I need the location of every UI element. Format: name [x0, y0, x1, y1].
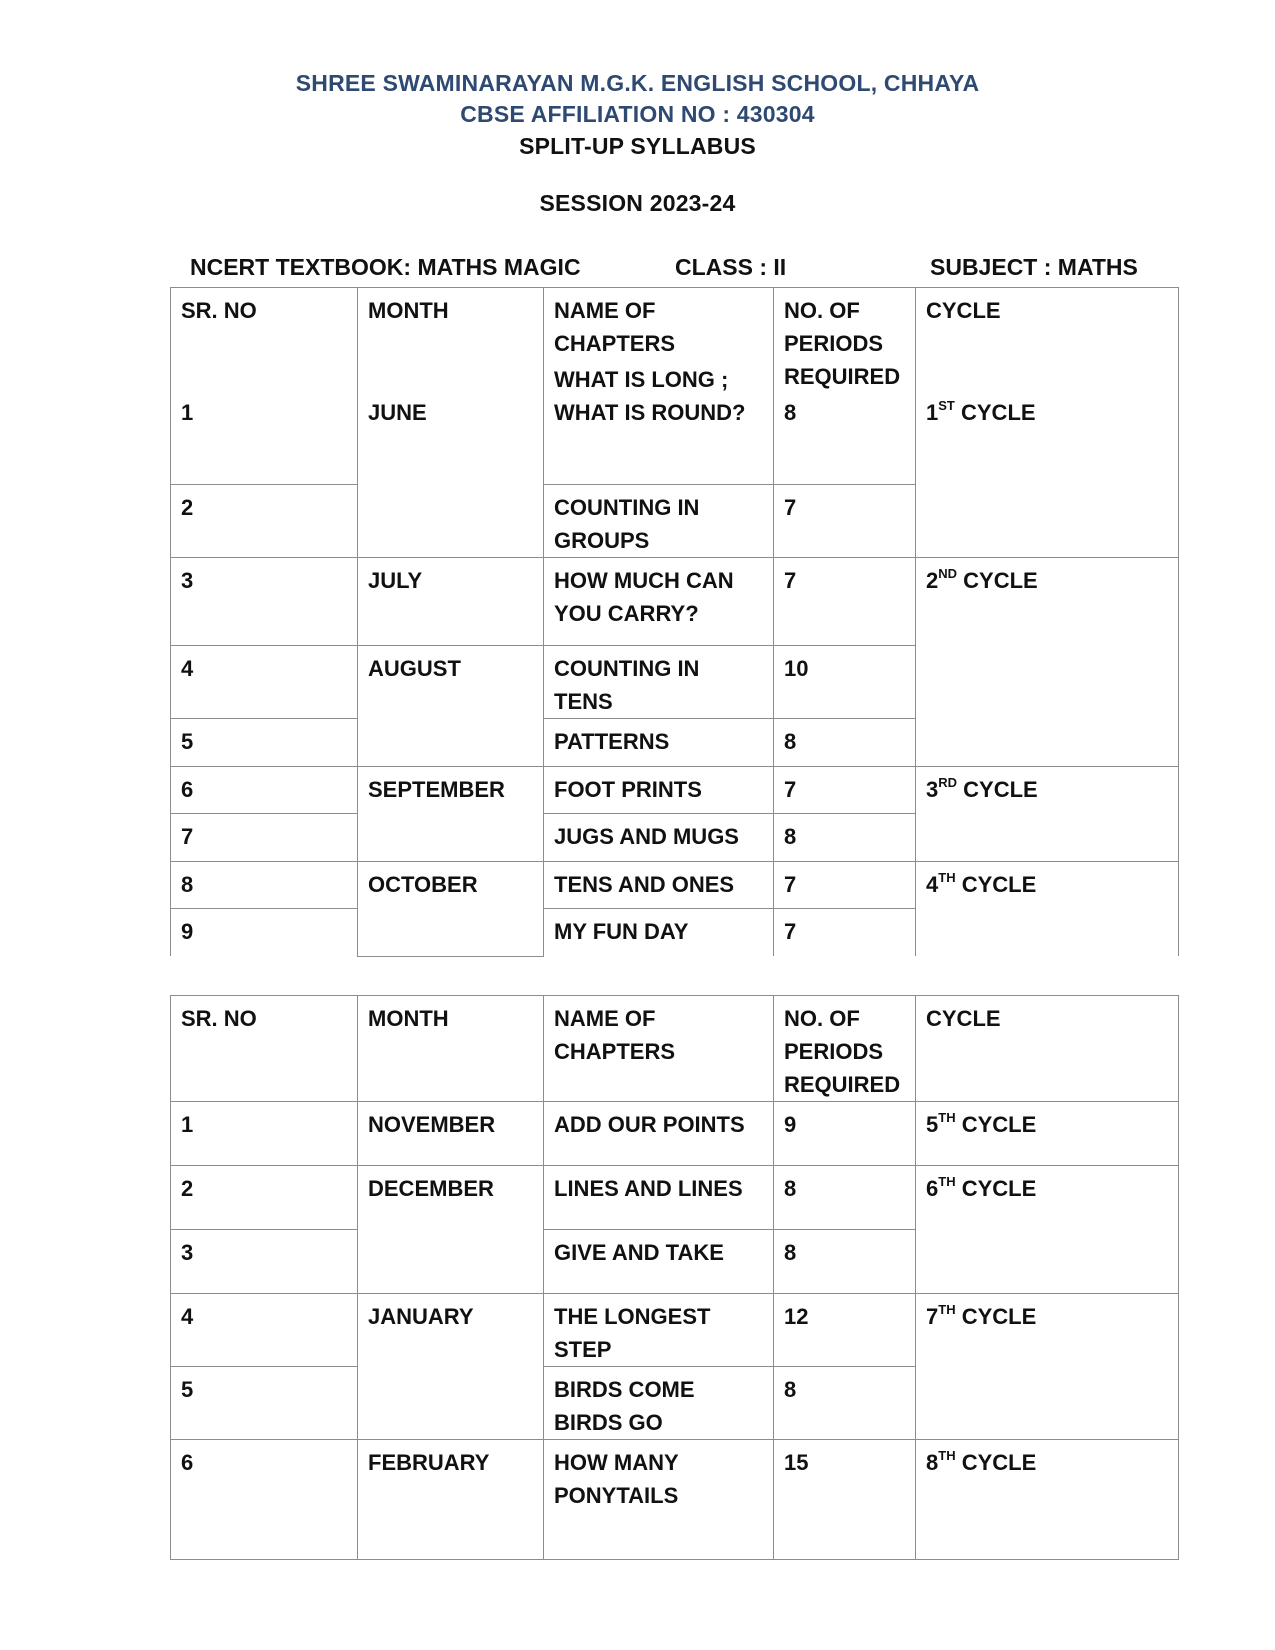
chapter-cell: FOOT PRINTS	[544, 767, 774, 814]
syllabus-table-2	[170, 995, 1179, 1560]
cycle-cell: 7TH CYCLE	[916, 1294, 1179, 1440]
periods-cell: 8	[774, 719, 916, 767]
month-cell: JUNE	[368, 400, 427, 425]
subject-label: SUBJECT : MATHS	[930, 254, 1138, 280]
table-cell	[544, 288, 774, 485]
affiliation-number: CBSE AFFILIATION NO : 430304	[460, 101, 815, 127]
chapter-cell: COUNTING IN GROUPS	[544, 485, 774, 558]
sr-no-cell: 3	[171, 558, 358, 646]
chapter-cell: JUGS AND MUGS	[544, 814, 774, 862]
sr-no-cell: 5	[171, 1367, 358, 1440]
table-row	[171, 1102, 1179, 1166]
month-cell: OCTOBER	[358, 862, 544, 957]
sr-no-cell: 6	[171, 1440, 358, 1560]
sr-no-cell: 9	[171, 909, 358, 957]
periods-cell: 7	[774, 558, 916, 646]
column-header-chapters: NAME OF CHAPTERS	[554, 298, 676, 356]
sr-no-cell: 6	[171, 767, 358, 814]
syllabus-table-1	[170, 287, 1179, 957]
column-header-cycle: CYCLE	[916, 996, 1179, 1102]
table-cell	[916, 288, 1179, 558]
month-cell: AUGUST	[358, 646, 544, 767]
periods-cell: 7	[774, 767, 916, 814]
table-row	[171, 1294, 1179, 1367]
class-label: CLASS : II	[675, 254, 787, 280]
month-cell: SEPTEMBER	[358, 767, 544, 862]
column-header-sr-no: SR. NO	[181, 298, 257, 323]
periods-cell: 8	[774, 1166, 916, 1230]
cycle-cell: 8TH CYCLE	[916, 1440, 1179, 1560]
column-header-periods: NO. OF PERIODS REQUIRED	[784, 298, 901, 389]
periods-cell: 8	[774, 814, 916, 862]
sr-no-cell: 2	[171, 485, 358, 558]
month-cell: JANUARY	[358, 1294, 544, 1440]
column-header-periods: NO. OF PERIODS REQUIRED	[774, 996, 916, 1102]
chapter-cell: COUNTING IN TENS	[544, 646, 774, 719]
column-header-month: MONTH	[368, 298, 449, 323]
month-cell: DECEMBER	[358, 1166, 544, 1294]
table-row	[171, 1166, 1179, 1230]
textbook-label: NCERT TEXTBOOK: MATHS MAGIC	[190, 254, 581, 280]
cycle-cell: 1ST CYCLE	[926, 397, 1036, 425]
cycle-cell: 2ND CYCLE	[916, 558, 1179, 767]
periods-cell: 8	[774, 1230, 916, 1294]
cycle-cell: 4TH CYCLE	[916, 862, 1179, 957]
sr-no-cell: 1	[171, 1102, 358, 1166]
periods-cell: 9	[774, 1102, 916, 1166]
periods-cell: 15	[774, 1440, 916, 1560]
chapter-cell: WHAT IS LONG ; WHAT IS ROUND?	[554, 367, 746, 425]
table-row	[171, 1440, 1179, 1560]
school-name: SHREE SWAMINARAYAN M.G.K. ENGLISH SCHOOL, CHHAYA	[295, 70, 980, 96]
chapter-cell: TENS AND ONES	[544, 862, 774, 909]
table-row	[171, 558, 1179, 646]
chapter-cell: HOW MUCH CAN YOU CARRY?	[544, 558, 774, 646]
cycle-cell: 6TH CYCLE	[916, 1166, 1179, 1294]
sr-no-cell: 4	[171, 646, 358, 719]
table-row	[171, 767, 1179, 814]
periods-cell: 12	[774, 1294, 916, 1367]
sr-no-cell: 7	[171, 814, 358, 862]
sr-no-cell: 8	[171, 862, 358, 909]
chapter-cell: PATTERNS	[544, 719, 774, 767]
chapter-cell: HOW MANY PONYTAILS	[544, 1440, 774, 1560]
column-header-sr-no: SR. NO	[171, 996, 358, 1102]
chapter-cell: LINES AND LINES	[544, 1166, 774, 1230]
table-cell	[774, 288, 916, 485]
column-header-chapters: NAME OF CHAPTERS	[544, 996, 774, 1102]
chapter-cell: THE LONGEST STEP	[544, 1294, 774, 1367]
table-cell	[171, 288, 358, 485]
periods-cell: 7	[774, 485, 916, 558]
session-label: SESSION 2023-24	[539, 190, 736, 216]
column-header-cycle: CYCLE	[926, 298, 1001, 323]
month-cell: NOVEMBER	[358, 1102, 544, 1166]
sr-no-cell: 1	[181, 400, 194, 425]
periods-cell: 7	[774, 862, 916, 909]
sr-no-cell: 5	[171, 719, 358, 767]
chapter-cell: MY FUN DAY	[544, 909, 774, 957]
periods-cell: 10	[774, 646, 916, 719]
chapter-cell: BIRDS COME BIRDS GO	[544, 1367, 774, 1440]
document-title: SPLIT-UP SYLLABUS	[519, 133, 756, 159]
table-cell	[358, 288, 544, 558]
chapter-cell: GIVE AND TAKE	[544, 1230, 774, 1294]
sr-no-cell: 4	[171, 1294, 358, 1367]
sr-no-cell: 3	[171, 1230, 358, 1294]
periods-cell: 8	[774, 1367, 916, 1440]
cycle-cell: 5TH CYCLE	[916, 1102, 1179, 1166]
table-header-row	[171, 996, 1179, 1102]
sr-no-cell: 2	[171, 1166, 358, 1230]
table-row	[171, 862, 1179, 909]
periods-cell: 8	[784, 400, 797, 425]
month-cell: JULY	[358, 558, 544, 646]
column-header-month: MONTH	[358, 996, 544, 1102]
periods-cell: 7	[774, 909, 916, 957]
month-cell: FEBRUARY	[358, 1440, 544, 1560]
chapter-cell: ADD OUR POINTS	[544, 1102, 774, 1166]
cycle-cell: 3RD CYCLE	[916, 767, 1179, 862]
